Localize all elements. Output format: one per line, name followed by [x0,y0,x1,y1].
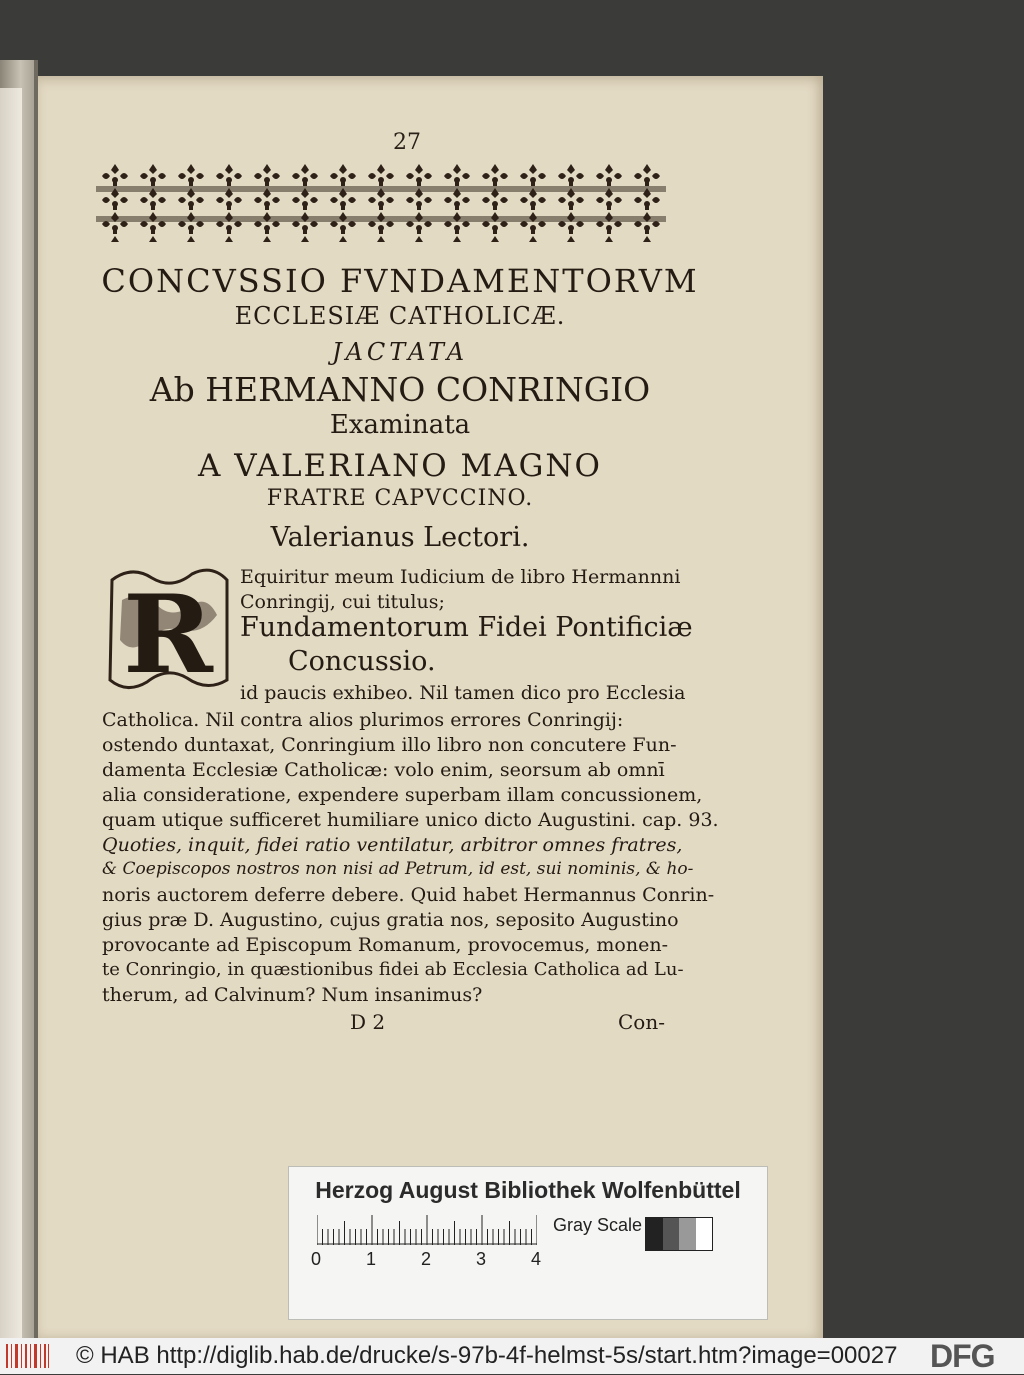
barcode-icon [6,1344,50,1368]
body-line: ostendo duntaxat, Conringium illo libro non concutere Fun- [102,734,677,756]
ruler-scale-icon [317,1215,537,1245]
body-line: damenta Ecclesiæ Catholicæ: volo enim, seorsum ab omnī [102,759,665,781]
body-line: quam utique sufficeret humiliare unico dicto Augustini. cap. 93. [102,809,719,831]
body-line: provocante ad Episcopum Romanum, provocemus, monen- [102,934,668,956]
page-number: 27 [393,130,421,155]
body-line: noris auctorem deferre debere. Quid habet Hermannus Conrin- [102,884,715,906]
body-line: Conringij, cui titulus; [240,591,445,613]
drop-cap-letter: R [123,572,213,698]
catchword: Con- [618,1010,665,1034]
title-line-3: JACTATA [331,338,469,366]
body-line: Concussio. [288,646,436,677]
library-name: Herzog August Bibliothek Wolfenbüttel [315,1177,741,1203]
gray-scale-label: Gray Scale [553,1215,643,1235]
dfg-logo: DFG [930,1338,995,1374]
source-url[interactable]: © HAB http://diglib.hab.de/drucke/s-97b-4f-helmst-5s/start.htm?image=00027 [76,1342,898,1369]
body-line: te Conringio, in quæstionibus fidei ab Ecclesia Catholica ad Lu- [102,959,684,980]
title-line-1: CONCVSSIO FVNDAMENTORVM [101,262,699,300]
body-line: Catholica. Nil contra alios plurimos errores Conringij: [102,709,624,731]
gray-scale-swatch [645,1217,713,1251]
body-line: therum, ad Calvinum? Num insanimus? [102,984,483,1006]
body-line: gius præ D. Augustino, cujus gratia nos, seposito Augustino [102,909,679,931]
title-line-8: Valerianus Lectori. [270,522,530,553]
body-line: & Coepiscopos nostros non nisi ad Petrum, id est, sui nominis, & ho- [102,859,694,879]
body-line: id paucis exhibeo. Nil tamen dico pro Ecclesia [240,682,686,704]
ruler-number: 2 [421,1249,432,1269]
ruler-numbers [311,1249,551,1273]
ruler-number: 4 [531,1249,542,1269]
ruler-number: 1 [366,1249,377,1269]
ruler-number: 3 [476,1249,487,1269]
book-page [38,76,823,1338]
title-line-4: Ab HERMANNO CONRINGIO [149,370,651,409]
signature-mark: D 2 [350,1010,386,1034]
decorated-drop-cap [102,560,234,698]
body-line: alia consideratione, expendere superbam illam concussionem, [102,784,703,806]
title-line-5: Examinata [329,410,471,440]
footer-bar [0,1338,1024,1374]
scan-label-card [288,1166,768,1320]
left-page-sheet [0,88,22,1338]
title-line-7: FRATRE CAPVCCINO. [266,486,534,511]
title-line-2: ECCLESIÆ CATHOLICÆ. [234,302,566,330]
body-line: Fundamentorum Fidei Pontificiæ [240,612,693,643]
ruler-number: 0 [311,1249,322,1269]
body-line: Equiritur meum Iudicium de libro Hermannni [240,566,681,588]
title-line-6: A VALERIANO MAGNO [198,448,602,484]
body-line: Quoties, inquit, fidei ratio ventilatur, arbitror omnes fratres, [102,834,683,856]
